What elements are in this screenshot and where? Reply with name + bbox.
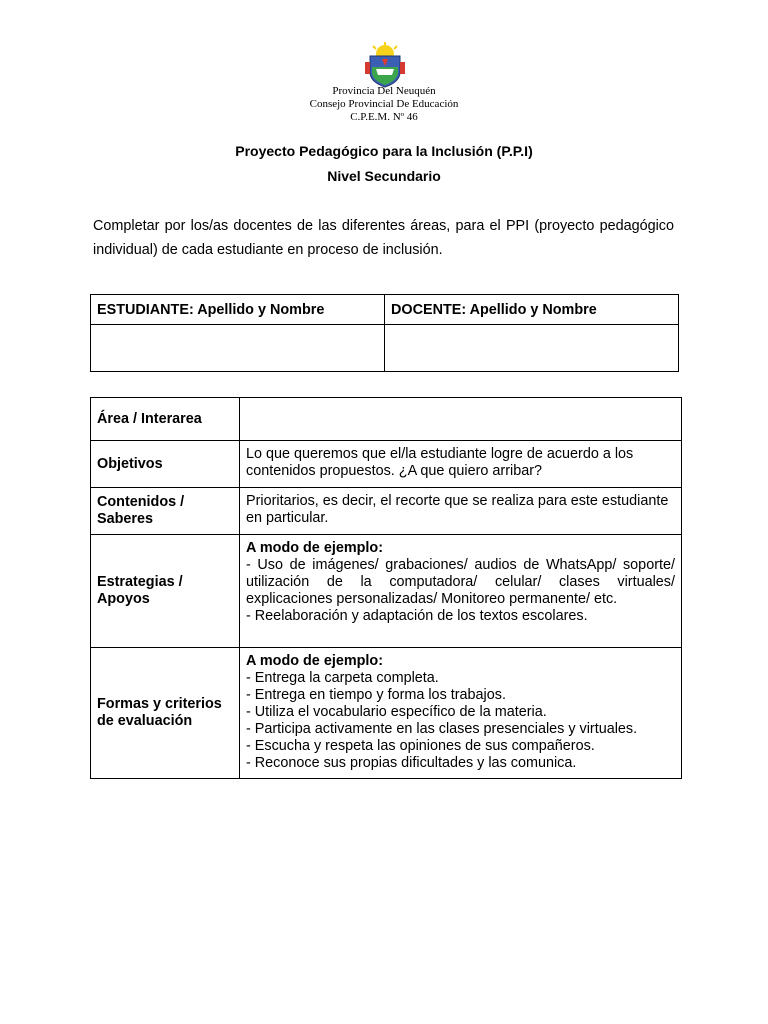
evaluacion-label <box>91 648 240 779</box>
header-council: Consejo Provincial De Educación <box>309 98 459 110</box>
estrategias-label-line1: Estrategias / <box>97 574 183 590</box>
evaluacion-item: - Reconoce sus propias dificultades y las comunica. <box>246 755 577 771</box>
table-row <box>91 441 682 488</box>
contenidos-label <box>91 488 240 535</box>
evaluacion-label-line2: de evaluación <box>97 713 193 729</box>
student-name-field[interactable] <box>91 325 385 372</box>
header-school: C.P.E.M. Nº 46 <box>350 111 418 123</box>
estrategias-item: - Uso de imágenes/ grabaciones/ audios de WhatsApp/ soporte/ utilización de la computadora/ celular/ clases virtuales/ explicaciones personalizadas/ Monitoreo permanente/ etc. <box>246 557 675 607</box>
header-province: Provincia Del Neuquén <box>332 85 436 97</box>
evaluacion-item: - Escucha y respeta las opiniones de sus compañeros. <box>246 738 595 754</box>
evaluacion-item: - Entrega en tiempo y forma los trabajos. <box>246 687 506 703</box>
ppi-table <box>90 397 682 779</box>
evaluacion-item: - Participa activamente en las clases presenciales y virtuales. <box>246 721 638 737</box>
table-row <box>91 648 682 779</box>
evaluacion-item: - Utiliza el vocabulario específico de la materia. <box>246 704 547 720</box>
evaluacion-heading: A modo de ejemplo: <box>246 653 383 669</box>
contenidos-text: Prioritarios, es decir, el recorte que se realiza para este estudiante en particular. <box>240 488 682 535</box>
estrategias-cell <box>240 535 682 648</box>
evaluacion-label-line1: Formas y criterios <box>97 696 222 712</box>
estrategias-label-line2: Apoyos <box>97 591 150 607</box>
teacher-header: DOCENTE: Apellido y Nombre <box>385 295 679 325</box>
estrategias-label <box>91 535 240 648</box>
table-row <box>91 398 682 441</box>
intro-paragraph: Completar por los/as docentes de las diferentes áreas, para el PPI (proyecto pedagógico individual) de cada estudiante en proceso de inclusión. <box>93 218 674 258</box>
contenidos-label-line2: Saberes <box>97 511 154 527</box>
document-title: Proyecto Pedagógico para la Inclusión (P.P.I) <box>235 143 533 159</box>
evaluacion-item: - Entrega la carpeta completa. <box>246 670 439 686</box>
area-field[interactable] <box>240 398 682 441</box>
teacher-name-field[interactable] <box>385 325 679 372</box>
estrategias-item: - Reelaboración y adaptación de los textos escolares. <box>246 608 588 624</box>
estrategias-heading: A modo de ejemplo: <box>246 540 383 556</box>
student-header: ESTUDIANTE: Apellido y Nombre <box>91 295 385 325</box>
people-table <box>90 294 679 372</box>
province-crest-icon <box>362 42 408 88</box>
area-label: Área / Interarea <box>91 398 240 441</box>
contenidos-label-line1: Contenidos / <box>97 494 185 510</box>
objetivos-label: Objetivos <box>91 441 240 488</box>
document-subtitle: Nivel Secundario <box>327 168 441 184</box>
table-row <box>91 535 682 648</box>
evaluacion-cell <box>240 648 682 779</box>
objetivos-text: Lo que queremos que el/la estudiante logre de acuerdo a los contenidos propuestos. ¿A que quiero arribar? <box>240 441 682 488</box>
table-row <box>91 488 682 535</box>
